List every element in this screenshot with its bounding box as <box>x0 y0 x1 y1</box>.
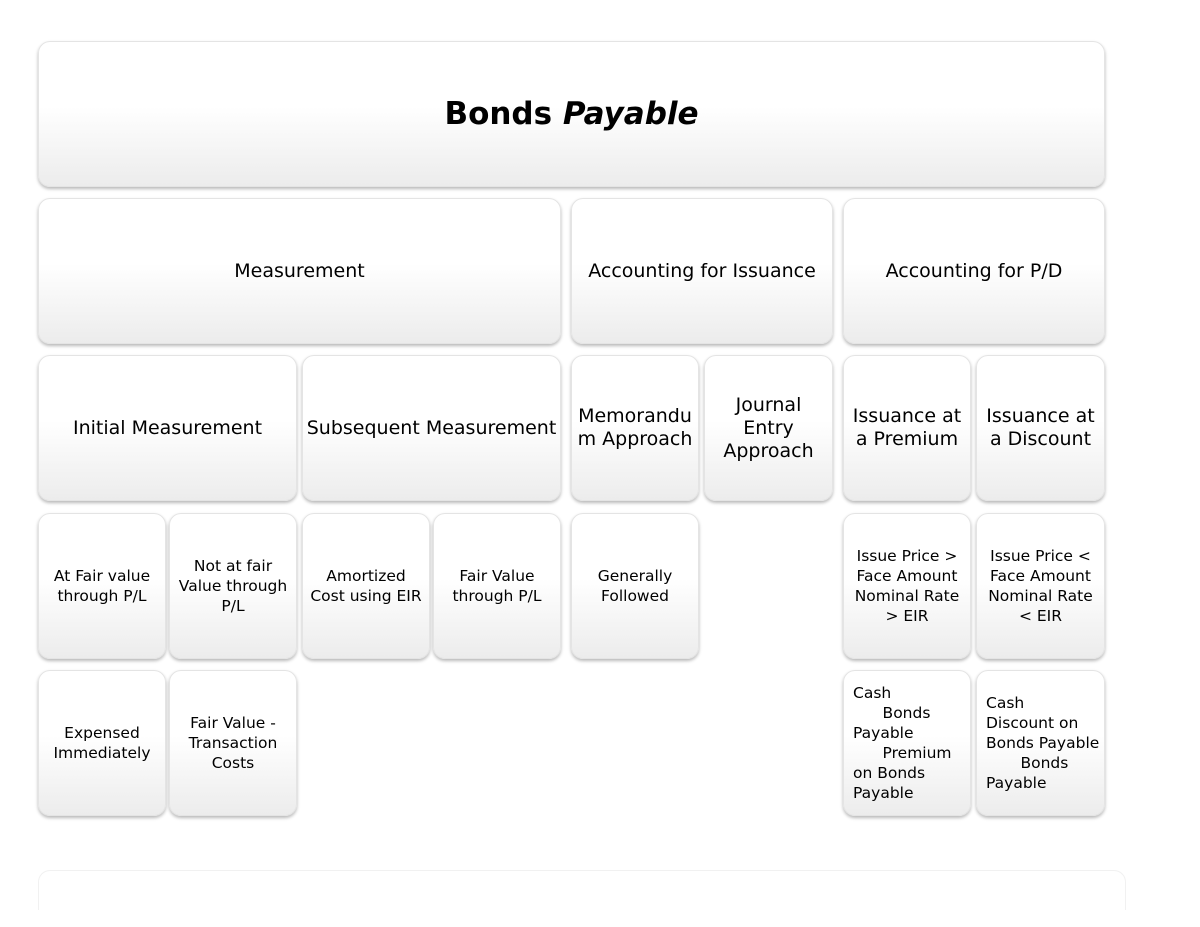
journal-entry-box <box>704 355 833 501</box>
initial-measurement-label: Initial Measurement <box>72 416 263 439</box>
initial-measurement-box <box>38 355 297 501</box>
premium-label: Issuance at a Premium <box>852 405 962 450</box>
discount-entry-label: Cash Discount on Bonds Payable Bonds Payable <box>986 694 1100 792</box>
title-box <box>38 41 1105 187</box>
premium-condition-box <box>843 513 971 659</box>
premium-condition-label: Issue Price > Face Amount Nominal Rate > EIR <box>854 547 960 625</box>
title-italic: Payable <box>562 96 699 132</box>
generally-followed-box <box>571 513 699 659</box>
premium-box <box>843 355 971 501</box>
not-fv-label: Not at fair Value through P/L <box>178 557 288 615</box>
partial-box <box>38 870 1126 910</box>
memorandum-label: Memorandu m Approach <box>577 405 693 450</box>
premium-entry-box <box>843 670 971 816</box>
fv-pl-label: At Fair value through P/L <box>53 567 151 605</box>
memorandum-box <box>571 355 699 501</box>
discount-condition-box <box>976 513 1105 659</box>
amortized-label: Amortized Cost using EIR <box>310 567 422 605</box>
premium-entry-label: Cash Bonds Payable Premium on Bonds Payable <box>853 684 952 802</box>
fv-pl-box <box>38 513 166 659</box>
issuance-label: Accounting for Issuance <box>588 260 816 282</box>
measurement-box <box>38 198 561 344</box>
issuance-box <box>571 198 833 344</box>
journal-entry-label: Journal Entry Approach <box>723 393 814 462</box>
title-main: Bonds <box>444 96 553 132</box>
discount-entry-box <box>976 670 1105 816</box>
title-text <box>444 96 698 132</box>
discount-box <box>976 355 1105 501</box>
fv-transaction-costs-box <box>169 670 297 816</box>
fv-transaction-costs-label: Fair Value - Transaction Costs <box>188 714 278 772</box>
fv-through-label: Fair Value through P/L <box>452 567 542 605</box>
fv-through-box <box>433 513 561 659</box>
amortized-box <box>302 513 430 659</box>
expensed-box <box>38 670 166 816</box>
discount-condition-label: Issue Price < Face Amount Nominal Rate < EIR <box>988 547 1093 625</box>
pd-box <box>843 198 1105 344</box>
pd-label: Accounting for P/D <box>885 260 1063 282</box>
measurement-label: Measurement <box>234 260 365 282</box>
subsequent-measurement-box <box>302 355 561 501</box>
expensed-label: Expensed Immediately <box>53 724 151 762</box>
not-fv-box <box>169 513 297 659</box>
generally-followed-label: Generally Followed <box>597 567 673 605</box>
subsequent-measurement-label: Subsequent Measurement <box>306 416 557 439</box>
discount-label: Issuance at a Discount <box>986 405 1095 450</box>
